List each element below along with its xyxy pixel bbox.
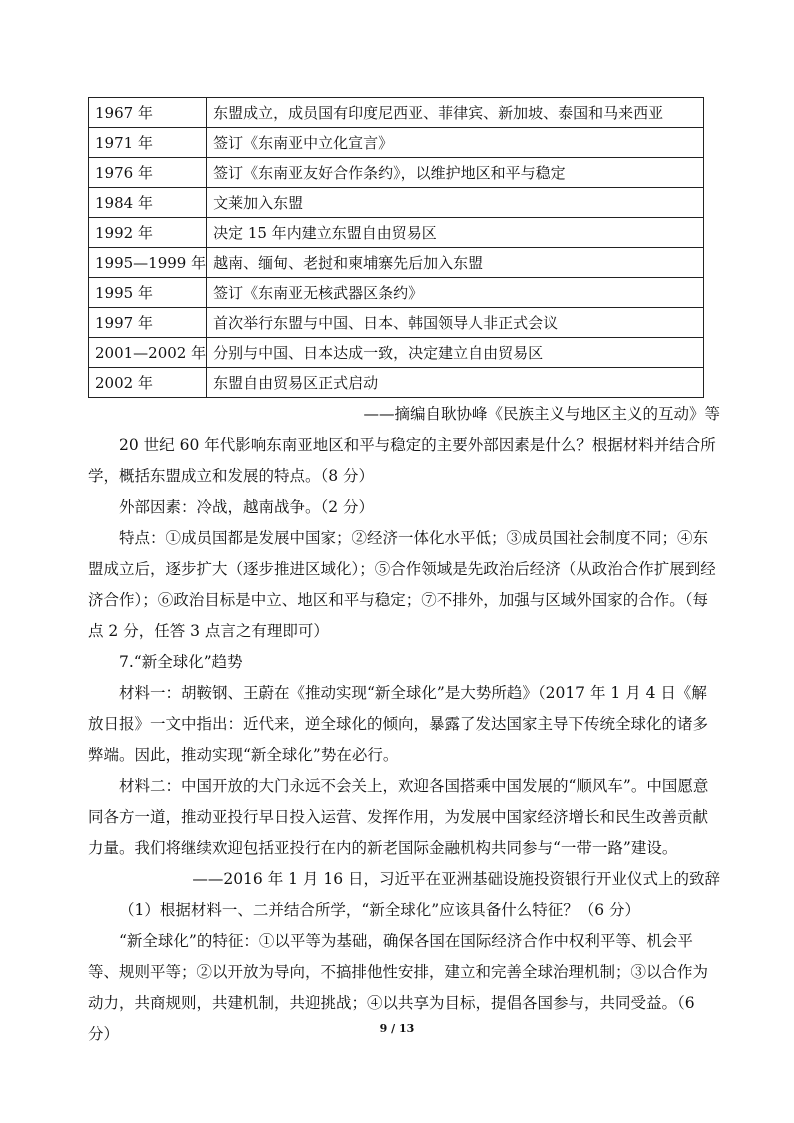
event-cell: 签订《东南亚中立化宣言》 bbox=[207, 128, 704, 158]
event-cell: 决定 15 年内建立东盟自由贸易区 bbox=[207, 218, 704, 248]
event-cell: 分别与中国、日本达成一致，决定建立自由贸易区 bbox=[207, 338, 704, 368]
event-cell: 东盟自由贸易区正式启动 bbox=[207, 368, 704, 398]
table-row bbox=[89, 278, 704, 308]
event-cell: 文莱加入东盟 bbox=[207, 188, 704, 218]
body-text bbox=[88, 399, 720, 1050]
event-cell: 东盟成立，成员国有印度尼西亚、菲律宾、新加坡、泰国和马来西亚 bbox=[207, 98, 704, 128]
year-cell: 1976 年 bbox=[89, 158, 207, 188]
event-cell: 首次举行东盟与中国、日本、韩国领导人非正式会议 bbox=[207, 308, 704, 338]
year-cell: 1997 年 bbox=[89, 308, 207, 338]
q7-material2-line: 材料二：中国开放的大门永远不会关上，欢迎各国搭乘中国发展的“顺风车”。中国愿意 bbox=[119, 777, 709, 795]
page-number: 9 / 13 bbox=[379, 1022, 415, 1035]
q7-material1-line: 弊端。因此，推动实现“新全球化”势在必行。 bbox=[88, 746, 399, 764]
table-row bbox=[89, 158, 704, 188]
table-source: ——摘编自耿协峰《民族主义与地区主义的互动》等 bbox=[363, 405, 720, 423]
table-row bbox=[89, 368, 704, 398]
q7-material2-source: ——2016 年 1 月 16 日，习近平在亚洲基础设施投资银行开业仪式上的致辞 bbox=[192, 870, 720, 888]
q6-question-line: 20 世纪 60 年代影响东南亚地区和平与稳定的主要外部因素是什么？根据材料并结合所 bbox=[119, 436, 716, 454]
q6-answer-features-line: 济合作）；⑥政治目标是中立、地区和平与稳定；⑦不排外，加强与区域外国家的合作。（每 bbox=[88, 591, 709, 609]
q6-answer-features-line: 特点：①成员国都是发展中国家；②经济一体化水平低；③成员国社会制度不同；④东 bbox=[119, 529, 709, 547]
table-row bbox=[89, 338, 704, 368]
event-cell: 越南、缅甸、老挝和柬埔寨先后加入东盟 bbox=[207, 248, 704, 278]
year-cell: 1995 年 bbox=[89, 278, 207, 308]
event-cell: 签订《东南亚友好合作条约》，以维护地区和平与稳定 bbox=[207, 158, 704, 188]
q7-sub1-answer-line: “新全球化”的特征：①以平等为基础，确保各国在国际经济合作中权利平等、机会平 bbox=[119, 932, 693, 950]
year-cell: 1992 年 bbox=[89, 218, 207, 248]
q6-answer-features-line: 盟成立后，逐步扩大（逐步推进区域化）；⑤合作领域是先政治后经济（从政治合作扩展到经 bbox=[88, 560, 716, 578]
q6-answer-features-line: 点 2 分，任答 3 点言之有理即可） bbox=[88, 622, 329, 640]
q7-material2-line: 同各方一道，推动亚投行早日投入运营、发挥作用，为发展中国家经济增长和民生改善贡献 bbox=[88, 808, 709, 826]
asean-timeline-table bbox=[88, 97, 704, 398]
q6-answer-external: 外部因素：冷战，越南战争。（2 分） bbox=[119, 498, 375, 516]
year-cell: 1971 年 bbox=[89, 128, 207, 158]
q6-question-line: 学，概括东盟成立和发展的特点。（8 分） bbox=[88, 467, 375, 485]
year-cell: 1967 年 bbox=[89, 98, 207, 128]
q7-title: 7.“新全球化”趋势 bbox=[119, 653, 243, 671]
table-row bbox=[89, 248, 704, 278]
table-row bbox=[89, 308, 704, 338]
year-cell: 2002 年 bbox=[89, 368, 207, 398]
year-cell: 2001—2002 年 bbox=[89, 338, 207, 368]
year-cell: 1995—1999 年 bbox=[89, 248, 207, 278]
q7-material2-line: 力量。我们将继续欢迎包括亚投行在内的新老国际金融机构共同参与“一带一路”建设。 bbox=[88, 839, 678, 857]
table-row bbox=[89, 188, 704, 218]
year-cell: 1984 年 bbox=[89, 188, 207, 218]
q7-sub1-answer-line: 分） bbox=[88, 1025, 120, 1043]
q7-sub1-answer-line: 等、规则平等；②以开放为导向，不搞排他性安排，建立和完善全球治理机制；③以合作为 bbox=[88, 963, 709, 981]
q7-material1-line: 材料一：胡鞍钢、王蔚在《推动实现“新全球化”是大势所趋》（2017 年 1 月 4 日《解 bbox=[119, 684, 707, 702]
table-row bbox=[89, 218, 704, 248]
q7-material1-line: 放日报》一文中指出：近代来，逆全球化的倾向，暴露了发达国家主导下传统全球化的诸多 bbox=[88, 715, 709, 733]
event-cell: 签订《东南亚无核武器区条约》 bbox=[207, 278, 704, 308]
table-row bbox=[89, 98, 704, 128]
q7-sub1-question: （1）根据材料一、二并结合所学，“新全球化”应该具备什么特征？（6 分） bbox=[119, 901, 641, 919]
table-row bbox=[89, 128, 704, 158]
q7-sub1-answer-line: 动力，共商规则，共建机制，共迎挑战；④以共享为目标，提倡各国参与，共同受益。（6 bbox=[88, 994, 695, 1012]
